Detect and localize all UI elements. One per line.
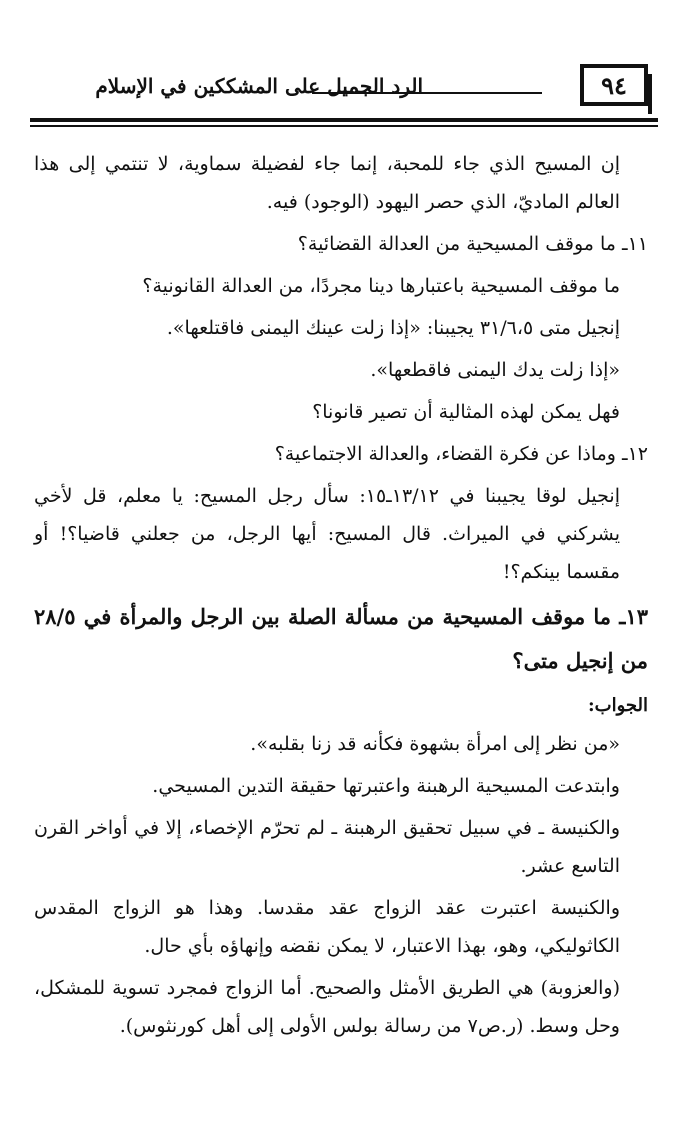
page-header (30, 60, 658, 116)
paragraph-10: والكنيسة اعتبرت عقد الزواج عقد مقدسا. وهذا هو الزواج المقدس الكاثوليكي، وهو، بهذا الاعتبار، لا يمكن نقضه وإنهاؤه بأي حال. (34, 897, 620, 957)
header-rule-thin (30, 125, 658, 127)
answer-label: الجواب: (588, 695, 648, 716)
paragraph-1: إن المسيح الذي جاء للمحبة، إنما جاء لفضيلة سماوية، لا تنتمي إلى هذا العالم الماديّ، الذي حصر اليهود (الوجود) فيه. (34, 153, 620, 213)
question-13: ١٣ـ ما موقف المسيحية من مسألة الصلة بين الرجل والمرأة في ٢٨/٥ من إنجيل متى؟ (34, 604, 648, 673)
page-number-box (580, 64, 648, 106)
paragraph-4: «إذا زلت يدك اليمنى فاقطعها». (370, 359, 620, 381)
question-12: ١٢ـ وماذا عن فكرة القضاء، والعدالة الاجتماعية؟ (274, 443, 648, 465)
page-body (34, 145, 648, 1045)
paragraph-8: وابتدعت المسيحية الرهبنة واعتبرتها حقيقة التدين المسيحي. (152, 775, 620, 797)
paragraph-3: إنجيل متى ٣١/٦،٥ يجيبنا: «إذا زلت عينك اليمنى فاقتلعها». (166, 317, 620, 339)
running-title: الرد الجميل على المشككين في الإسلام (95, 74, 423, 98)
question-11: ١١ـ ما موقف المسيحية من العدالة القضائية؟ (297, 233, 648, 255)
page-number: ٩٤ (601, 70, 627, 100)
paragraph-7: «من نظر إلى امرأة بشهوة فكأنه قد زنا بقلبه». (250, 733, 620, 755)
paragraph-2: ما موقف المسيحية باعتبارها دينا مجردًا، من العدالة القانونية؟ (142, 275, 620, 297)
paragraph-11: (والعزوبة) هي الطريق الأمثل والصحيح. أما الزواج فمجرد تسوية للمشكل، وحل وسط. (ر.ص٧ من رسالة بولس الأولى إلى أهل كورنثوس). (34, 977, 620, 1037)
paragraph-6: إنجيل لوقا يجيبنا في ١٣/١٢ـ١٥: سأل رجل المسيح: يا معلم، قل لأخي يشركني في الميراث. قال المسيح: أيها الرجل، من جعلني قاضيا؟! أو مقسما بينكم؟! (34, 485, 620, 583)
paragraph-5: فهل يمكن لهذه المثالية أن تصير قانونا؟ (312, 401, 620, 423)
paragraph-9: والكنيسة ـ في سبيل تحقيق الرهبنة ـ لم تحرّم الإخصاء، إلا في أواخر القرن التاسع عشر. (34, 817, 620, 877)
header-rule-thick (30, 118, 658, 122)
